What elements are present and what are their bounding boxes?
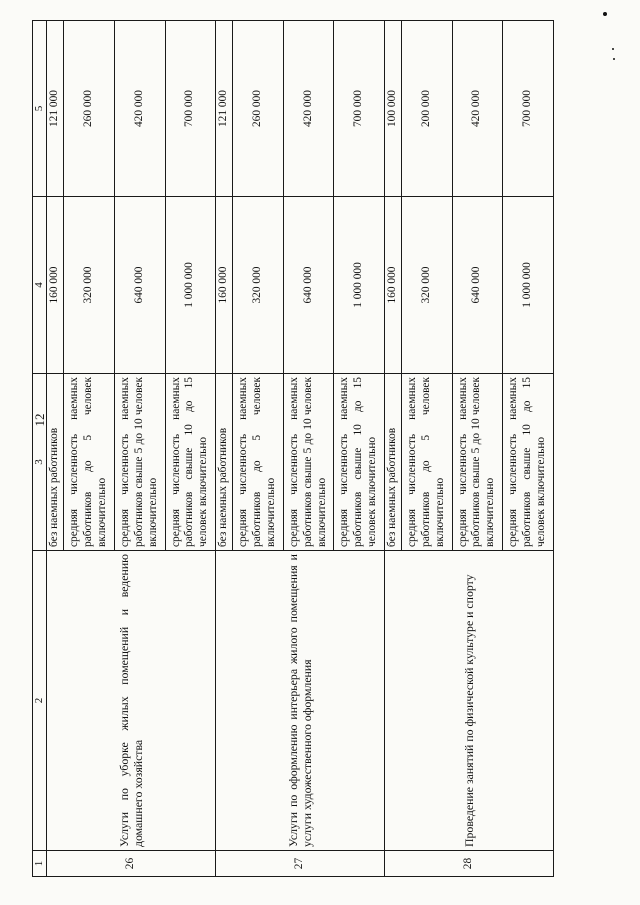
scan-speck bbox=[603, 12, 607, 16]
amount-col5: 100 000 bbox=[385, 21, 402, 197]
header-cell: 1 bbox=[33, 851, 47, 877]
service-name: Проведение занятий по физической культуре и спорту bbox=[385, 551, 554, 851]
amount-col5: 700 000 bbox=[503, 21, 554, 197]
scan-speck bbox=[612, 48, 614, 50]
amount-col4: 1 000 000 bbox=[334, 197, 385, 374]
amount-col4: 1 000 000 bbox=[503, 197, 554, 374]
amount-col4: 320 000 bbox=[64, 197, 115, 374]
page-number: 12 bbox=[32, 413, 47, 427]
condition-cell: без наемных работников bbox=[47, 374, 64, 551]
amount-col4: 160 000 bbox=[47, 197, 64, 374]
amount-col5: 260 000 bbox=[233, 21, 284, 197]
amount-col4: 320 000 bbox=[233, 197, 284, 374]
header-cell: 2 bbox=[33, 551, 47, 851]
condition-cell: без наемных работников bbox=[216, 374, 233, 551]
amount-col4: 640 000 bbox=[452, 197, 503, 374]
amount-col5: 420 000 bbox=[283, 21, 334, 197]
scan-speck bbox=[613, 58, 615, 60]
amount-col5: 121 000 bbox=[216, 21, 233, 197]
amount-col4: 640 000 bbox=[283, 197, 334, 374]
service-name: Услуги по оформлению интерьера жилого помещения и услуги художественного оформления bbox=[216, 551, 385, 851]
amount-col5: 200 000 bbox=[401, 21, 452, 197]
amount-col4: 640 000 bbox=[114, 197, 165, 374]
amount-col4: 320 000 bbox=[401, 197, 452, 374]
condition-cell: средняя численность наемных работников до 5 человек включительно bbox=[64, 374, 115, 551]
amount-col4: 1 000 000 bbox=[165, 197, 216, 374]
service-name: Услуги по уборке жилых помещений и ведению домашнего хозяйства bbox=[47, 551, 216, 851]
header-cell: 5 bbox=[33, 21, 47, 197]
row-number: 27 bbox=[216, 851, 385, 877]
amount-col5: 260 000 bbox=[64, 21, 115, 197]
rotated-table-wrapper bbox=[32, 21, 554, 877]
header-row bbox=[33, 21, 47, 877]
table-row bbox=[385, 21, 402, 877]
row-number: 26 bbox=[47, 851, 216, 877]
amount-col5: 121 000 bbox=[47, 21, 64, 197]
condition-cell: средняя численность наемных работников свыше 5 до 10 человек включительно bbox=[452, 374, 503, 551]
condition-cell: средняя численность наемных работников свыше 10 до 15 человек включительно bbox=[503, 374, 554, 551]
header-cell: 3 bbox=[33, 374, 47, 551]
amount-col5: 700 000 bbox=[165, 21, 216, 197]
row-number: 28 bbox=[385, 851, 554, 877]
condition-cell: средняя численность наемных работников свыше 5 до 10 человек включительно bbox=[283, 374, 334, 551]
table-row bbox=[216, 21, 233, 877]
amount-col5: 420 000 bbox=[452, 21, 503, 197]
amount-col4: 160 000 bbox=[216, 197, 233, 374]
amount-col4: 160 000 bbox=[385, 197, 402, 374]
condition-cell: средняя численность наемных работников свыше 10 до 15 человек включительно bbox=[165, 374, 216, 551]
amount-col5: 700 000 bbox=[334, 21, 385, 197]
table-row bbox=[47, 21, 64, 877]
condition-cell: средняя численность наемных работников свыше 5 до 10 человек включительно bbox=[114, 374, 165, 551]
condition-cell: без наемных работников bbox=[385, 374, 402, 551]
amount-col5: 420 000 bbox=[114, 21, 165, 197]
header-cell: 4 bbox=[33, 197, 47, 374]
condition-cell: средняя численность наемных работников до 5 человек включительно bbox=[401, 374, 452, 551]
table-body bbox=[33, 21, 554, 877]
tariff-table bbox=[32, 20, 554, 877]
condition-cell: средняя численность наемных работников свыше 10 до 15 человек включительно bbox=[334, 374, 385, 551]
condition-cell: средняя численность наемных работников до 5 человек включительно bbox=[233, 374, 284, 551]
